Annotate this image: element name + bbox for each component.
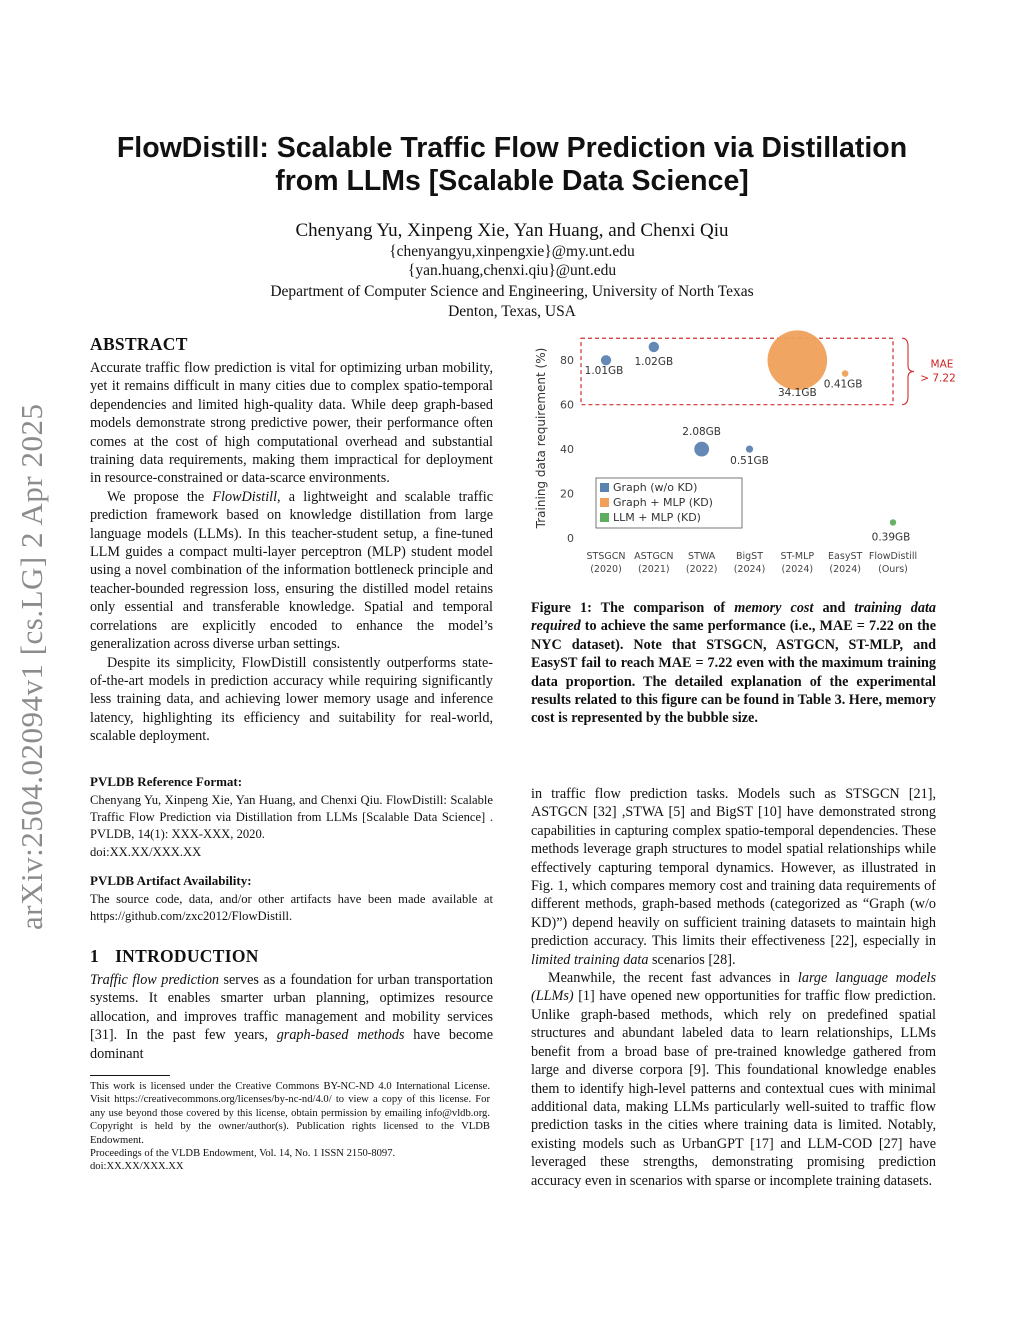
bubble-stwa (694, 442, 709, 457)
intro-heading-number: 1 (90, 946, 100, 966)
bubble-label-bigst: 0.51GB (730, 455, 769, 468)
legend-entry: Graph + MLP (KD) (613, 496, 713, 509)
pvldb-reference-citation: Chenyang Yu, Xinpeng Xie, Yan Huang, and Chenxi Qiu. FlowDistill: Scalable Traffic Flow Prediction via Distillation from LLMs [Scalable Data Science] . PVLDB, 14(1): XXX-XXX, 2020. (90, 793, 493, 842)
footnote (90, 1080, 490, 1174)
mae-annotation-line2: > 7.22 (920, 372, 956, 385)
intro-right-paragraph-1 (531, 785, 936, 969)
bubble-st-mlp (768, 330, 828, 390)
x-tick-year: (2024) (781, 564, 814, 575)
y-tick-label: 40 (560, 443, 574, 457)
author-email-2: {yan.huang,chenxi.qiu}@unt.edu (407, 262, 617, 279)
x-tick-label: STWA (688, 551, 716, 562)
abstract-heading: ABSTRACT (90, 334, 188, 354)
footnote-doi: doi:XX.XX/XXX.XX (90, 1161, 184, 1173)
caption-text-a: Figure 1: The comparison of (531, 600, 735, 616)
footnote-license: This work is licensed under the Creative Commons BY-NC-ND 4.0 International License. Visit https://creativecommons.org/licenses/by-nc-nd/4.0/ to view a copy of this license. For any use beyond those covered by this license, obtain permission by emailing info@vldb.org. Copyright is held by the owner/author(s). Publication rights licensed to the VLDB Endowment. (90, 1081, 490, 1146)
legend-entry: Graph (w/o KD) (613, 481, 698, 494)
mae-brace (902, 338, 914, 404)
bubble-astgcn (649, 342, 659, 352)
intro-paragraph-left (90, 971, 493, 1063)
x-tick-year: (2024) (733, 564, 766, 575)
intro-right-paragraph-2 (531, 969, 936, 1190)
footnote-proceedings: Proceedings of the VLDB Endowment, Vol. 14, No. 1 ISSN 2150-8097. (90, 1148, 396, 1160)
figure-1-chart (531, 330, 956, 580)
intro-right-p2-b: [1] have opened new opportunities for traffic flow prediction. Unlike graph-based methods, which rely on predefined spatial structures and abundant labeled data to learn relationships, LLMs benefit from a broad base of pre-trained knowledge gathered from large and diverse corpora [9]. This foundational knowledge enables them to identify high-level patterns and contextual cues with minimal additional data, making LLMs particularly well-suited to traffic flow prediction tasks in the cities where training data is limited. Notably, existing models such as UrbanGPT [17] and LLM-COD [27] have leveraged these strengths, demonstrating promising prediction accuracy even in scenarios with sparse or incomplete training datasets. (531, 988, 936, 1189)
pvldb-reference-text (90, 792, 493, 861)
x-tick-label: EasyST (828, 551, 863, 562)
intro-em-graph-methods: graph-based methods (276, 1027, 405, 1044)
intro-heading-text: INTRODUCTION (115, 946, 259, 966)
bubble-bigst (746, 446, 753, 453)
x-tick-label: ASTGCN (634, 551, 674, 562)
affiliation-location: Denton, Texas, USA (448, 303, 576, 320)
y-tick-label: 60 (560, 398, 574, 412)
intro-right-p2-a: Meanwhile, the recent fast advances in (548, 970, 798, 987)
intro-right-p1-b: scenarios [28]. (648, 951, 736, 968)
chart-layer (534, 330, 956, 575)
caption-em-memory: memory cost (734, 600, 814, 616)
y-axis-label: Training data requirement (%) (534, 347, 548, 529)
legend-swatch (600, 498, 609, 507)
author-email-1: {chenyangyu,xinpengxie}@my.unt.edu (389, 243, 635, 260)
intro-text-a: serves as a foundation for urban transportation systems. It enables smarter urban planning, optimizes resource allocation, and improves traffic management and mobility services [31]. In the past few years, (90, 972, 493, 1044)
x-tick-label: FlowDistill (868, 551, 918, 562)
caption-text-b: and (813, 600, 855, 616)
abstract-paragraph-2 (90, 488, 493, 654)
abstract-p2-pre: We propose the (107, 488, 213, 505)
x-tick-year: (2022) (685, 564, 718, 575)
pvldb-artifact-text: The source code, data, and/or other artifacts have been made available at https://github.com/zxc2012/FlowDistill. (90, 892, 493, 924)
arxiv-identifier: arXiv:2504.02094v1 [cs.LG] 2 Apr 2025 (14, 403, 49, 930)
abstract-p2-post: , a lightweight and scalable traffic prediction framework based on knowledge distillation from large language models (LLMs). In this teacher-student setup, a fine-tuned LLM guides a compact multi-layer perceptron (MLP) student model using a novel combination of the information bottleneck principle and teacher-bounded regression loss, ensuring the distilled model retains only essential and transferable knowledge. Spatial and temporal correlations are explicitly encoded to enhance the model’s generalization across diverse urban settings. (90, 488, 493, 653)
bubble-label-easyst: 0.41GB (823, 378, 863, 391)
bubble-label-stsgcn: 1.01GB (584, 365, 624, 378)
x-tick-label: ST-MLP (780, 551, 815, 562)
intro-right-p1-em: limited training data (531, 951, 649, 968)
abstract-p2-em: FlowDistill (212, 488, 278, 505)
bubble-label-stwa: 2.08GB (682, 426, 722, 439)
caption-text-c: to achieve the same performance (i.e., MAE = 7.22 on the NYC dataset). Note that STSGCN, ASTGCN, ST-MLP, and EasyST fail to reach MAE = 7.22 even with the maximum training data proportion. The detailed explanation of the experimental results related to this figure can be found in Table 3. Here, memory cost is represented by the bubble size. (531, 618, 936, 727)
footnote-rule (90, 1075, 170, 1076)
intro-paragraph-right (531, 785, 936, 1190)
x-tick-year: (Ours) (878, 564, 908, 575)
intro-right-p2-em: large language models (LLMs) (531, 970, 936, 1005)
y-tick-label: 20 (560, 487, 574, 501)
title-line-2: from LLMs [Scalable Data Science] (275, 165, 749, 197)
x-tick-label: STSGCN (586, 551, 626, 562)
abstract-paragraph-1: Accurate traffic flow prediction is vital for optimizing urban mobility, yet it remains difficult in many cities due to complex spatio-temporal dependencies and limited high-quality data. While deep graph-based models demonstrate strong predictive power, their performance often comes at the cost of high computational overhead and substantial training data requirements, making them impractical for deployment in resource-constrained or data-scarce environments. (90, 360, 493, 487)
bubble-label-st-mlp: 34.1GB (777, 387, 817, 400)
x-tick-year: (2020) (590, 564, 622, 575)
legend-swatch (600, 483, 609, 492)
x-tick-label: BigST (735, 551, 764, 562)
abstract-paragraph-3: Despite its simplicity, FlowDistill consistently outperforms state-of-the-art models in prediction accuracy while requiring significantly less training data, and achieving lower memory usage and inference latency, highlighting its efficiency and suitability for real-world, scalable deployment. (90, 654, 493, 745)
pvldb-reference-doi: doi:XX.XX/XXX.XX (90, 844, 202, 859)
bubble-label-flowdistill: 0.39GB (871, 531, 911, 544)
abstract-body (90, 359, 493, 746)
affiliation-department: Department of Computer Science and Engineering, University of North Texas (270, 283, 754, 300)
legend-swatch (600, 513, 609, 522)
bubble-label-astgcn: 1.02GB (634, 355, 674, 368)
y-tick-label: 80 (560, 354, 574, 368)
x-tick-year: (2024) (829, 564, 861, 575)
x-tick-year: (2021) (638, 564, 670, 575)
author-list: Chenyang Yu, Xinpeng Xie, Yan Huang, and Chenxi Qiu (295, 220, 729, 241)
bubble-stsgcn (601, 355, 611, 365)
title-line-1: FlowDistill: Scalable Traffic Flow Prediction via Distillation (116, 132, 908, 164)
intro-text-b: have become dominant (90, 1027, 493, 1062)
pvldb-reference-heading: PVLDB Reference Format: (90, 774, 243, 789)
paper-title (100, 132, 924, 198)
intro-right-p1-a: in traffic flow prediction tasks. Models such as STSGCN [21], ASTGCN [32] ,STWA [5] and BigST [10] have demonstrated strong capabilities in capturing complex spatio-temporal dependencies. These methods leverage graph structures to model spatial relationships while effectively capturing temporal dynamics. However, as illustrated in Fig. 1, which compares memory cost and training data requirements of different methods, graph-based methods (categorized as “Graph (w/o KD)”) depend heavily on sufficient training datasets to maintain high prediction accuracy. This limits their effectiveness [22], especially in (531, 786, 936, 950)
pvldb-artifact-heading: PVLDB Artifact Availability: (90, 873, 252, 888)
intro-em-traffic-flow: Traffic flow prediction (90, 972, 220, 988)
mae-annotation-line1: MAE (930, 358, 954, 371)
figure-1-caption (531, 599, 936, 728)
y-tick-label: 0 (567, 532, 574, 545)
bubble-easyst (842, 370, 849, 377)
caption-em-training: training data required (531, 600, 937, 635)
bubble-flowdistill (890, 519, 896, 525)
legend-entry: LLM + MLP (KD) (613, 511, 701, 524)
intro-heading (90, 946, 493, 967)
